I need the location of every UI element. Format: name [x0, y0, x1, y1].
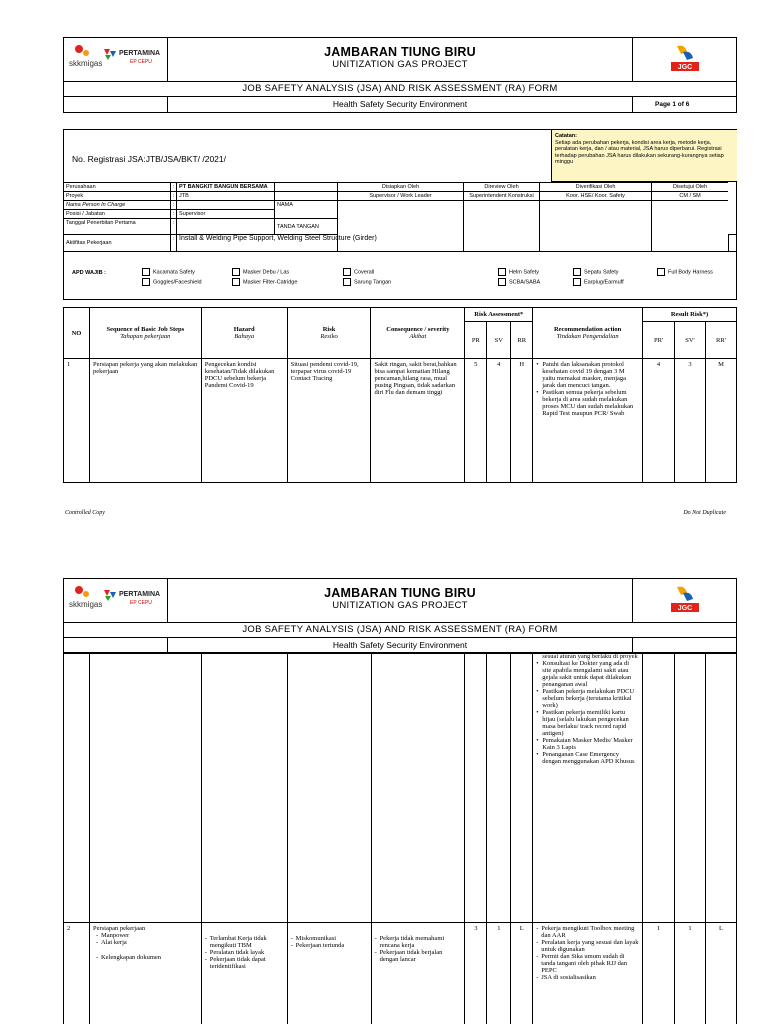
proyek-label: Proyek [64, 192, 170, 201]
jsa-table-page2 [63, 652, 737, 1024]
sign-header-3: Disetujui Oleh [652, 183, 729, 192]
aktivitas-label: Aktifitas Pekerjaan [64, 235, 170, 252]
checkbox-icon[interactable] [232, 268, 240, 276]
apd-goggles[interactable]: Goggles/Faceshield [142, 278, 202, 286]
pertamina-text: PERTAMINA [119, 50, 161, 57]
checkbox-icon[interactable] [573, 268, 581, 276]
col-sv2: SV' [675, 322, 706, 359]
page1-header [63, 37, 737, 113]
sign-role-1: Superintendent Konstruksi [464, 192, 540, 201]
sign-role-0: Supervisor / Work Leader [338, 192, 464, 201]
footer-right: Do Not Duplicate [683, 510, 726, 516]
tanggal-label: Tanggal Penerbitan Pertama [64, 219, 170, 235]
jgc-logo-icon [667, 583, 703, 619]
pic-label: Nama Person In Charge [64, 201, 170, 210]
nama-label: NAMA [275, 201, 338, 219]
sign-header-0: Disiapkan Oleh [338, 183, 464, 192]
registration-block [63, 129, 737, 300]
svg-text:JGC: JGC [677, 605, 693, 612]
checkbox-icon[interactable] [657, 268, 665, 276]
footer-left: Controlled Copy [65, 510, 105, 516]
checkbox-icon[interactable] [343, 278, 351, 286]
registration-number: No. Registrasi JSA:JTB/JSA/BKT/ /2021/ [72, 154, 227, 164]
aktivitas-value: Install & Welding Pipe Support, Welding Steel Structure (Girder) [177, 235, 464, 252]
apd-kacamata[interactable]: Kacamata Safety [142, 268, 195, 276]
col-hazard: Hazard Bahaya [201, 308, 287, 359]
checkbox-icon[interactable] [232, 278, 240, 286]
checkbox-icon[interactable] [142, 278, 150, 286]
perusahaan-value: PT BANGKIT BANGUN BERSAMA [177, 183, 275, 192]
pertamina-logo-icon [102, 588, 118, 602]
apd-helm[interactable]: Helm Safety [498, 268, 539, 276]
col-risk: Risk Resiko [287, 308, 371, 359]
checkbox-icon[interactable] [498, 268, 506, 276]
jgc-logo-text: JGC [677, 64, 693, 71]
checkbox-icon[interactable] [573, 278, 581, 286]
table-row: sesuai aturan yang berlaku di proyek • Konsultasi ke Dokter yang ada di site apabila mengalami sakit atau gejala sakit untuk dapat dilakukan penanganan awal • Pastikan pekerja melakukan PDCU sebelum bekerja (terutama kritikal work) • Pastikan pekerja memiliki kartu hijau (selalu lakukan pengecekan masa berlaku/ track record rapid antigen) • Pemakaian Masker Medis/ Masker Kain 3 Lapis • Penanganan Case Emergency dengan menggunakan APD Khusus [64, 653, 737, 923]
checkbox-icon[interactable] [498, 278, 506, 286]
perusahaan-label: Perusahaan [64, 183, 170, 192]
company-logos: skkmigas PERTAMINA EP CEPU [64, 579, 168, 622]
pertamina-logo-icon [102, 47, 118, 61]
jsa-table-page1 [63, 307, 737, 483]
col-risk-assessment: Risk Assessment* [465, 308, 533, 322]
col-pr: PR [465, 322, 487, 359]
col-rr2: RR' [705, 322, 736, 359]
col-result-risk: Result Risk*) [643, 308, 737, 322]
apd-masker-debu[interactable]: Masker Debu / Las [232, 268, 289, 276]
note-body: Setiap ada perubahan pekerja, kondisi area kerja, metode kerja, peralatan kerja, dan / atau material, JSA harus diperbarui. Registrasi terhadap perubahan JSA harus dilakukan sekurang-kurangnya setiap minggu [555, 139, 724, 165]
company-logos [64, 38, 168, 81]
col-sequence: Sequence of Basic Job Steps Tahapan pekerjaan [89, 308, 201, 359]
contractor-logo [632, 38, 736, 81]
pertamina-sub: EP CEPU [130, 59, 152, 65]
table-row: 1 Persiapan pekerja yang akan melakukan pekerjaan Pengecekan kondisi kesehatan/Tidak dilakukan PDCU sebelum bekerja Pandemi Covid-19 Situasi pendemi covid-19, terpapar virus covid-19 Contact Tracing Sakit ringan, sakit berat,bahkan bisa sampai kematian Hilang pencaman,hilang rasa, mual pusing Pingsan, tidak sadarkan diri Flu dan demam tinggi 5 4 H • Patuhi dan laksanakan protokol kesehatan covid 19 dengan 3 M yaitu memakai masker, menjaga jarak dan mencuci tangan. • Pastikan semua pekerja sebelum bekerja di area sudah melakukan proses MCU dan sudah melakukan Rapid Test maupun PCR/ Swab 4 3 M [64, 359, 737, 483]
apd-coverall[interactable]: Coverall [343, 268, 374, 276]
doc-title: JAMBARAN TIUNG BIRU [324, 45, 476, 59]
page2-header: skkmigas PERTAMINA EP CEPU JAMBARAN TIUNG BIRU UNITIZATION GAS PROJECT JGC JOB SAFETY ANALYSIS (JSA) AND RISK ASSESSMENT (RA) FORM Health Safety Security Environment [63, 578, 737, 654]
note-box [551, 130, 737, 182]
apd-sarung-tangan[interactable]: Sarung Tangan [343, 278, 391, 286]
col-no: NO [64, 308, 90, 359]
posisi-label: Posisi / Jabatan [64, 210, 170, 219]
jgc-logo-icon [667, 42, 703, 78]
sign-header-1: Direview Oleh [464, 183, 540, 192]
proyek-value: JTB [177, 192, 275, 201]
page-number: Page 1 of 6 [632, 97, 736, 112]
doc-subtitle: UNITIZATION GAS PROJECT [332, 59, 468, 70]
sign-role-3: CM / SM [652, 192, 729, 201]
skkmigas-logo-icon [72, 43, 94, 59]
col-pr2: PR' [643, 322, 675, 359]
apd-scba[interactable]: SCBA/SABA [498, 278, 540, 286]
department: Health Safety Security Environment [332, 99, 468, 109]
checkbox-icon[interactable] [142, 268, 150, 276]
skkmigas-logo-icon [72, 584, 94, 600]
posisi-value: Supervisor [177, 210, 275, 219]
col-rr: RR [511, 322, 533, 359]
form-title: JOB SAFETY ANALYSIS (JSA) AND RISK ASSESSMENT (RA) FORM [64, 82, 736, 97]
ttd-label: TANDA TANGAN [275, 219, 338, 235]
checkbox-icon[interactable] [343, 268, 351, 276]
col-recommendation: Recommendation action Tindakan Pengendalian [533, 308, 643, 359]
apd-earplug[interactable]: Earplug/Earmuff [573, 278, 624, 286]
skkmigas-text: skkmigas [69, 59, 103, 68]
col-sv: SV [487, 322, 511, 359]
sign-header-2: Diverifikasi Oleh [540, 183, 652, 192]
info-table: Perusahaan : PT BANGKIT BANGUN BERSAMA Disiapkan Oleh Direview Oleh Diverifikasi Oleh Disetujui Oleh Proyek : JTB Supervisor / Work Leader Superintendent Konstruksi Koor. HSE/ Koor. Safety CM / SM Nama Person In Charge : NAMA Posisi / Jabatan : Supervisor Tanggal Penerbitan Pertama : TANDA TANGAN Aktifitas Pekerjaan : Install & Welding Pipe Support, Welding Steel Structure (Girder) [64, 182, 737, 252]
table-row: 2 Persiapan pekerjaan - Manpower - Alat kerja - Kelengkapan dokumen - Terlambat Kerja tidak mengikuti TBM - Peralatan tidak layak - Pekerjaan tidak dapat teridentifikasi - Miskomunikasi - Pekerjaan tertunda - Pekerja tidak memahami rencana kerja - Pekerjaan tidak berjalan dengan lancar 3 1 L - Pekerja mengikuti Toolbox meeting dan AAR - Peralatan kerja yang sesuai dan layak untuk digunakan - Permit dan Sika umum sudah di tanda tangani oleh pihak RJJ dan PEPC - JSA di sosialisasikan 1 1 L [64, 923, 737, 1024]
apd-harness[interactable]: Full Body Harness [657, 268, 713, 276]
sign-role-2: Koor. HSE/ Koor. Safety [540, 192, 652, 201]
contractor-logo [632, 579, 736, 622]
col-consequence: Consequence / severity Akibat [371, 308, 465, 359]
note-title: Catatan: [555, 133, 578, 139]
apd-sepatu[interactable]: Sepatu Safety [573, 268, 619, 276]
apd-label: APD WAJIB : [72, 270, 106, 276]
apd-masker-filter[interactable]: Masker Filter-Catridge [232, 278, 297, 286]
